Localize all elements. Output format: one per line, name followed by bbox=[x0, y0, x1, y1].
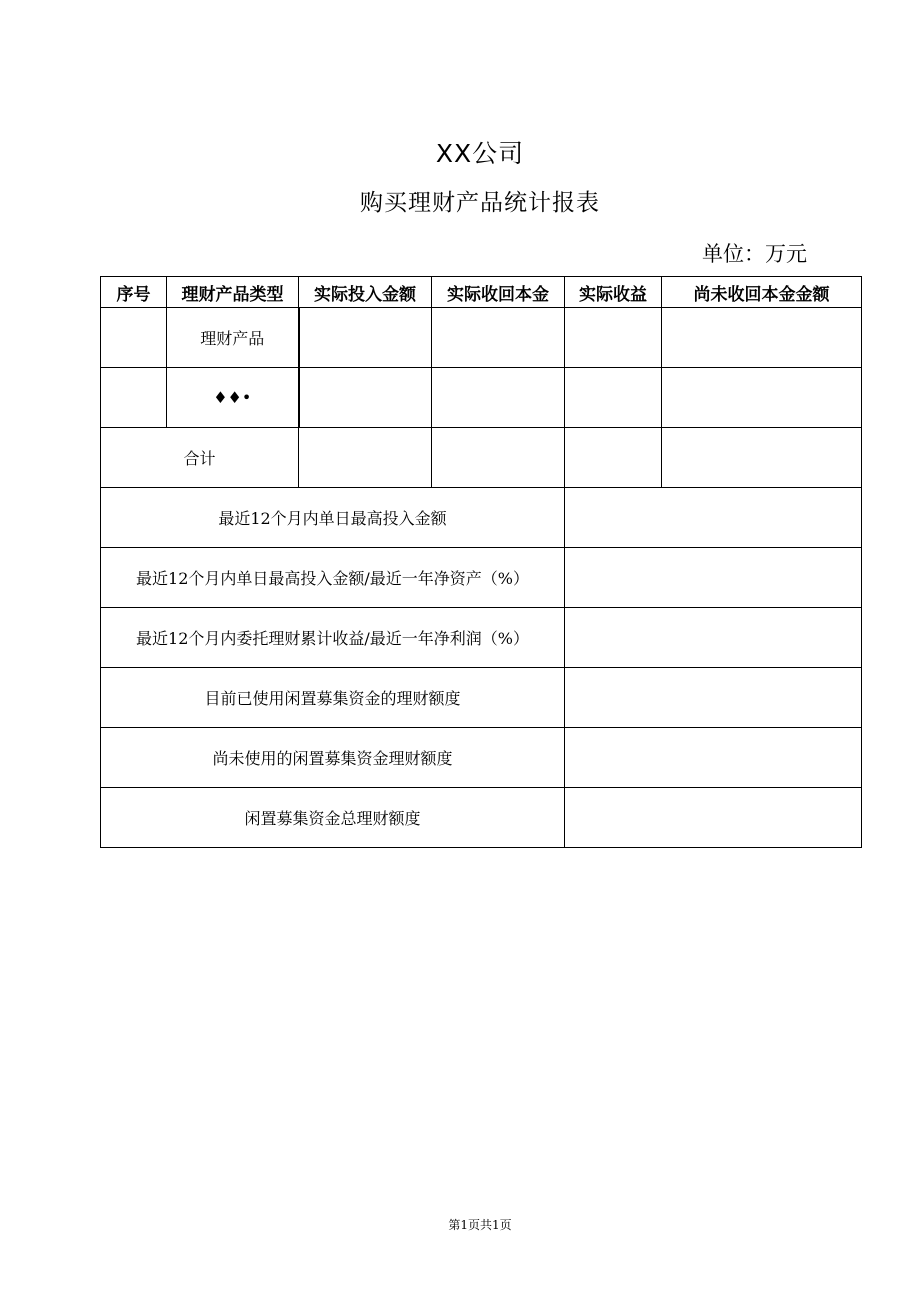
summary-value bbox=[565, 548, 862, 608]
cell-actual-income bbox=[565, 428, 662, 488]
column-header-principal-outstanding: 尚未收回本金金额 bbox=[662, 277, 862, 308]
cell-actual-income bbox=[565, 368, 662, 428]
cell-principal-outstanding bbox=[662, 428, 862, 488]
column-header-principal-recovered: 实际收回本金 bbox=[432, 277, 565, 308]
summary-row bbox=[101, 668, 862, 728]
unit-label: 单位：万元 bbox=[702, 242, 807, 266]
table-row bbox=[101, 308, 862, 368]
cell-principal-recovered bbox=[432, 428, 565, 488]
page-footer: 第1页共1页 bbox=[448, 1218, 512, 1232]
summary-label: 最近12个月内委托理财累计收益/最近一年净利润（%） bbox=[101, 608, 565, 668]
cell-product-type: 理财产品 bbox=[167, 308, 299, 368]
cell-actual-investment bbox=[299, 428, 432, 488]
column-header-product-type: 理财产品类型 bbox=[167, 277, 299, 308]
summary-value bbox=[565, 728, 862, 788]
report-title: 购买理财产品统计报表 bbox=[360, 190, 600, 216]
cell-index bbox=[101, 368, 167, 428]
summary-label: 尚未使用的闲置募集资金理财额度 bbox=[101, 728, 565, 788]
cell-principal-outstanding bbox=[662, 368, 862, 428]
company-name: XX公司 bbox=[435, 139, 525, 168]
summary-label: 目前已使用闲置募集资金的理财额度 bbox=[101, 668, 565, 728]
summary-row bbox=[101, 548, 862, 608]
summary-row bbox=[101, 608, 862, 668]
column-header-actual-income: 实际收益 bbox=[565, 277, 662, 308]
cell-product-type: ♦♦• bbox=[167, 368, 299, 428]
summary-row bbox=[101, 728, 862, 788]
cell-actual-investment bbox=[299, 308, 432, 368]
summary-row bbox=[101, 488, 862, 548]
statistics-table bbox=[100, 276, 862, 848]
total-row bbox=[101, 428, 862, 488]
cell-principal-recovered bbox=[432, 308, 565, 368]
summary-value bbox=[565, 488, 862, 548]
table-row bbox=[101, 368, 862, 428]
column-header-index: 序号 bbox=[101, 277, 167, 308]
column-header-actual-investment: 实际投入金额 bbox=[299, 277, 432, 308]
summary-value bbox=[565, 608, 862, 668]
cell-principal-recovered bbox=[432, 368, 565, 428]
cell-principal-outstanding bbox=[662, 308, 862, 368]
summary-label: 最近12个月内单日最高投入金额 bbox=[101, 488, 565, 548]
summary-row bbox=[101, 788, 862, 848]
cell-actual-investment bbox=[299, 368, 432, 428]
summary-value bbox=[565, 788, 862, 848]
summary-value bbox=[565, 668, 862, 728]
summary-label: 最近12个月内单日最高投入金额/最近一年净资产（%） bbox=[101, 548, 565, 608]
cell-actual-income bbox=[565, 308, 662, 368]
total-label: 合计 bbox=[101, 428, 299, 488]
table-header-row bbox=[101, 277, 862, 308]
cell-index bbox=[101, 308, 167, 368]
summary-label: 闲置募集资金总理财额度 bbox=[101, 788, 565, 848]
